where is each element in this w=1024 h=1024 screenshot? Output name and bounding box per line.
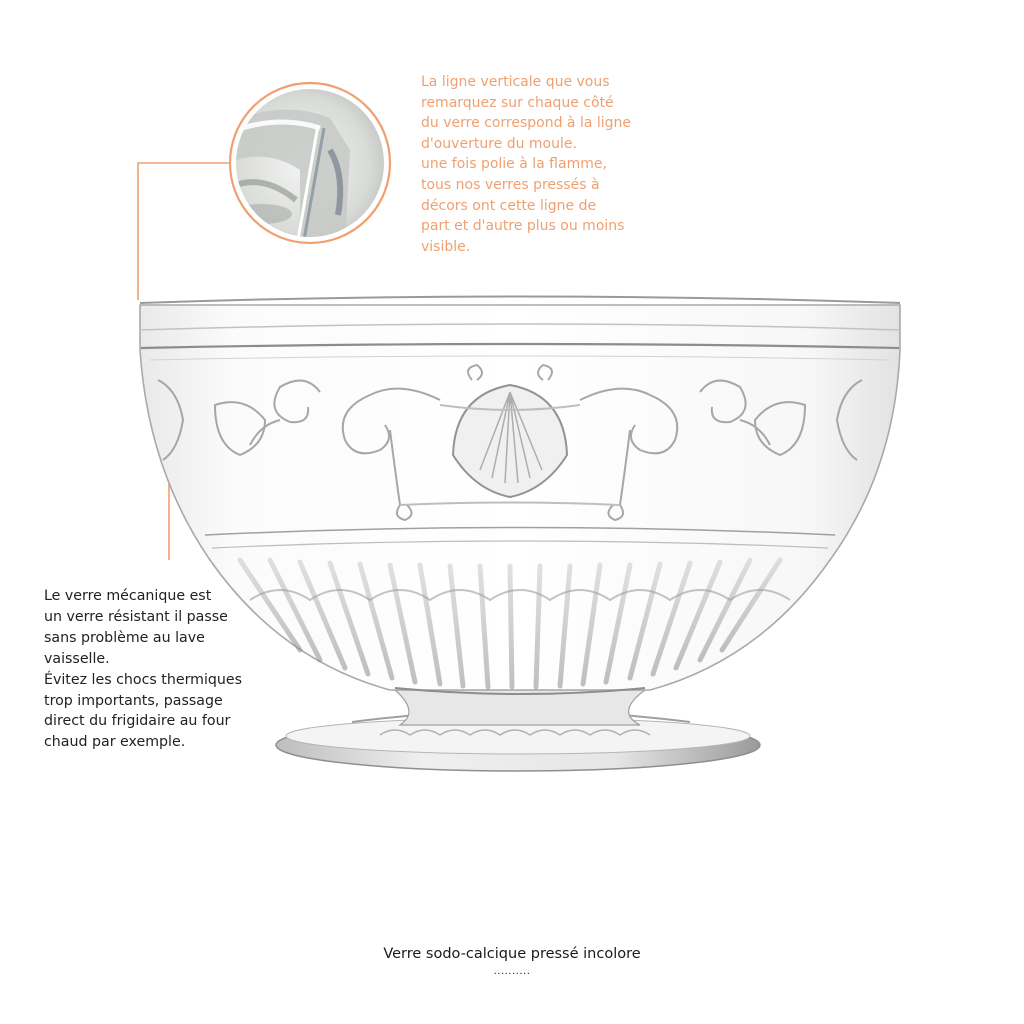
note-line: Le verre mécanique est [44, 588, 212, 604]
note-line: chaud par exemple. [44, 734, 186, 751]
note-line: d'ouverture du moule. [421, 135, 577, 152]
note-line: tous nos verres pressés à [421, 176, 600, 193]
note-line: remarquez sur chaque côté [421, 94, 614, 111]
note-line: du verre correspond à la ligne [421, 115, 632, 132]
note-line: direct du frigidaire au four [44, 713, 231, 730]
note-line: Évitez les chocs thermiques [44, 671, 243, 688]
note-line: La ligne verticale que vous [421, 74, 610, 90]
note-line: un verre résistant il passe [44, 608, 228, 625]
note-line: part et d'autre plus ou moins [421, 218, 625, 235]
glass-resistance-note [44, 586, 284, 753]
caption-dots: .......... [493, 966, 531, 977]
note-line: une fois polie à la flamme, [421, 156, 607, 173]
mould-line-note [421, 72, 661, 257]
zoom-detail-circle [230, 83, 390, 245]
note-line: visible. [421, 238, 471, 255]
note-line: vaisselle. [44, 650, 110, 667]
product-caption: Verre sodo-calcique pressé incolore [383, 946, 641, 962]
note-line: trop importants, passage [44, 692, 223, 709]
note-line: décors ont cette ligne de [421, 197, 597, 214]
note-line: sans problème au lave [44, 629, 205, 646]
